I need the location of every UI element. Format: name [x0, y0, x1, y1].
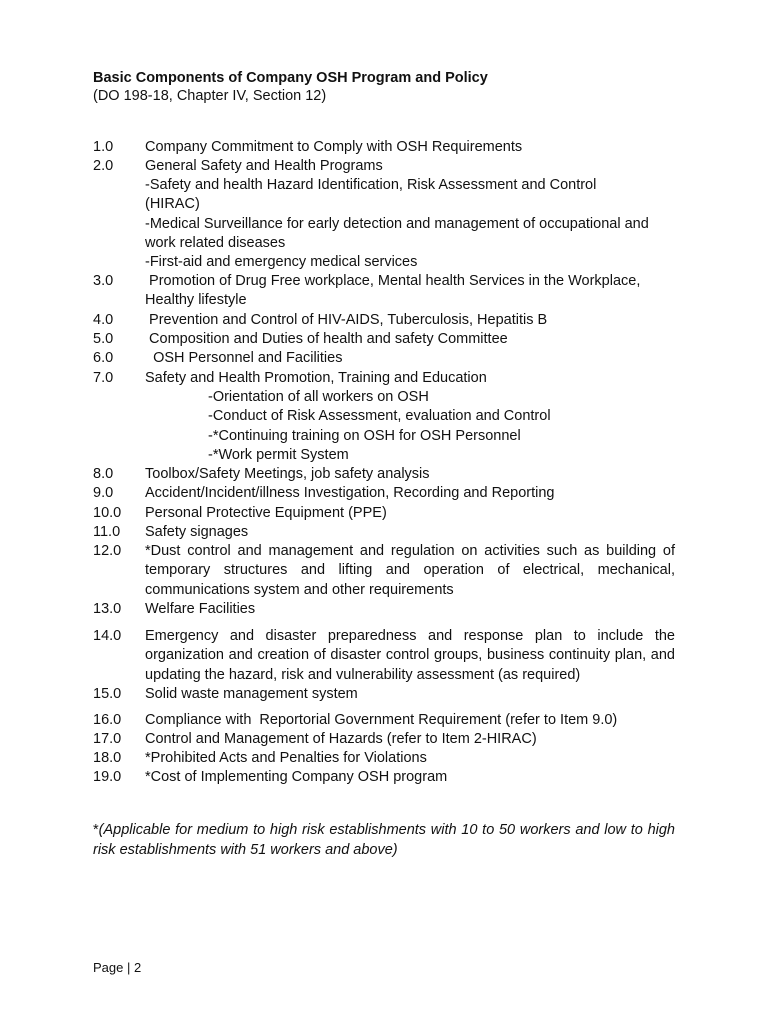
item-number: 3.0	[93, 273, 114, 289]
list-item	[93, 272, 675, 311]
list-item	[93, 685, 675, 704]
item-text: Safety signages	[145, 524, 249, 540]
item-number: 19.0	[93, 769, 122, 785]
item-text: Compliance with Reportorial Government Requirement (refer to Item 9.0)	[145, 712, 618, 728]
footnote-mark: *	[93, 822, 99, 838]
item-number: 11.0	[93, 524, 121, 540]
item-text: *Dust control and management and regulation on activities such as building of temporary structures and lifting and operation of electrical, mechanical, communications system and other requirements	[145, 543, 675, 598]
item-number: 13.0	[93, 601, 122, 617]
list-item	[93, 157, 675, 176]
item-text: Prevention and Control of HIV-AIDS, Tuberculosis, Hepatitis B	[145, 312, 548, 328]
list-item	[93, 730, 675, 749]
item-text: Control and Management of Hazards (refer to Item 2-HIRAC)	[145, 731, 537, 747]
sub-item: -*Continuing training on OSH for OSH Personnel	[208, 428, 521, 444]
sub-item: -Medical Surveillance for early detection and management of occupational and work related diseases	[145, 216, 649, 252]
item-text: General Safety and Health Programs	[145, 158, 383, 174]
list-item	[93, 369, 675, 388]
item-text: *Cost of Implementing Company OSH program	[145, 769, 448, 785]
item-number: 5.0	[93, 331, 114, 347]
list-item	[93, 711, 675, 730]
item-text: Toolbox/Safety Meetings, job safety analysis	[145, 466, 430, 482]
item-text: Welfare Facilities	[145, 601, 256, 617]
item-text: Personal Protective Equipment (PPE)	[145, 505, 387, 521]
item-number: 2.0	[93, 158, 114, 174]
item-text: Promotion of Drug Free workplace, Mental health Services in the Workplace, Healthy lifestyle	[145, 273, 645, 309]
item-text: Solid waste management system	[145, 686, 358, 702]
document-title: Basic Components of Company OSH Program and Policy	[93, 70, 488, 86]
list-item	[93, 349, 675, 368]
item-number: 10.0	[93, 505, 122, 521]
list-item	[93, 600, 675, 619]
item-text: Accident/Incident/illness Investigation, Recording and Reporting	[145, 485, 555, 501]
page-number-footer: Page | 2	[93, 960, 142, 975]
list-item	[93, 627, 675, 685]
item-number: 9.0	[93, 485, 114, 501]
item-text: *Prohibited Acts and Penalties for Violations	[145, 750, 427, 766]
item-text: Composition and Duties of health and safety Committee	[145, 331, 508, 347]
list-item	[93, 311, 675, 330]
item-number: 14.0	[93, 628, 122, 644]
item-number: 16.0	[93, 712, 122, 728]
item-text: OSH Personnel and Facilities	[145, 350, 343, 366]
item-number: 4.0	[93, 312, 114, 328]
footnote-text: (Applicable for medium to high risk establishments with 10 to 50 workers and low to high risk establishments with 51 workers and above)	[93, 822, 675, 858]
list-item	[93, 523, 675, 542]
list-item	[93, 768, 675, 787]
item-text: Safety and Health Promotion, Training and Education	[145, 370, 487, 386]
item-number: 8.0	[93, 466, 114, 482]
footnote	[93, 820, 675, 860]
item-number: 6.0	[93, 350, 114, 366]
sub-item: -Safety and health Hazard Identification, Risk Assessment and Control (HIRAC)	[145, 177, 597, 213]
list-item	[93, 504, 675, 523]
sub-item: -Conduct of Risk Assessment, evaluation and Control	[208, 408, 551, 424]
item-number: 7.0	[93, 370, 114, 386]
item-number: 17.0	[93, 731, 122, 747]
sub-item: -First-aid and emergency medical services	[145, 254, 418, 270]
list-item	[93, 484, 675, 503]
item-number: 1.0	[93, 139, 114, 155]
sub-item: -Orientation of all workers on OSH	[208, 389, 429, 405]
item-number: 15.0	[93, 686, 122, 702]
item-text: Company Commitment to Comply with OSH Requirements	[145, 139, 523, 155]
list-item	[93, 465, 675, 484]
list-item	[93, 330, 675, 349]
document-subtitle: (DO 198-18, Chapter IV, Section 12)	[93, 88, 327, 104]
sub-item: -*Work permit System	[208, 447, 349, 463]
item-text: Emergency and disaster preparedness and response plan to include the organization and creation of disaster control groups, business continuity plan, and updating the hazard, risk and vulnerability assessment (as required)	[145, 628, 675, 683]
item-number: 18.0	[93, 750, 122, 766]
list-item	[93, 542, 675, 600]
list-item	[93, 749, 675, 768]
item-number: 12.0	[93, 543, 122, 559]
list-item	[93, 138, 675, 157]
